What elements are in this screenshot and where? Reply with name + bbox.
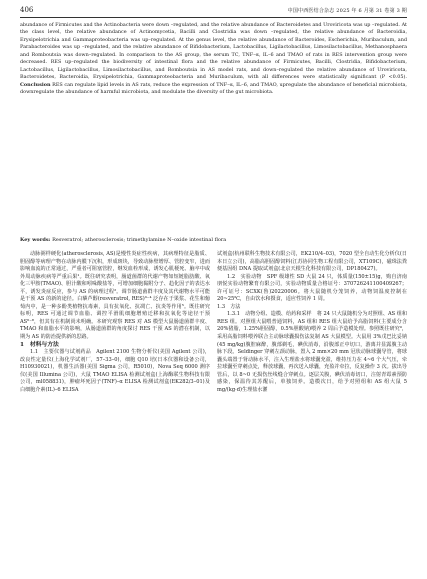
subsection-methods-heading: 1.3 方法 bbox=[217, 303, 241, 310]
header-rule bbox=[20, 17, 407, 18]
intro-paragraph: 动脉粥样硬化(atherosclerosis, AS)是慢性炎症性疾病，其病理特征是脂质、胆固醇等病理产物在动脉内膜下沉积，形成斑块，导致动脉壁增厚、管腔变窄，进而影响血流的正常通过，严重者可阻塞管腔，继发血栓形成，诱发心肌梗死、脑卒中或外周动脉疾病等严重后果¹。既往研究表明，肠道菌群的代谢产物如短链脂肪酸、氧化三甲胺(TMAO)、胆汁酸和吲哚酸盐等，可增加细胞黏附分子、趋化因子的表达水平，诱发炎症反应，参与 AS 的病理过程²。调节肠道菌群丰度及其代谢物水平可能是干预 AS 的新的途径。白藜芦醇(resveratrol, RES)³⁻⁴ 泛存在于果浆、花生和葡萄内中，是一种多酚类植物抗毒素，具有抗氧化、抗凋亡、抗炎等作用⁵。既往研究标明，RES 可通过调节血脂、调控平滑肌细胞增殖迁移和抗氧化等途径干预 AS⁶⁻⁸，但其有在机制尚未明确。本研究观察 RES 对 AS 模型大鼠肠道菌群丰度、TMAO 和血脂水平的影响，从肠道菌群的角度探讨 RES 干预 AS 的潜在机制，以期为 AS 的防治提供新的思路。 bbox=[20, 251, 210, 341]
keywords-label: Key words: bbox=[20, 237, 51, 243]
section-heading-materials-methods: 1 材料与方法 bbox=[20, 341, 59, 348]
left-column bbox=[20, 251, 210, 394]
subsection-instruments-reagents: 1.1 主要仪器与试剂药品 Agilent 2100 生物分析仪(美国 Agilent 公司)，改良性定量仪(上海化学试剂厂，57–33–0)，细胞 Q10 培(日本仪器和设备公司，H10930021)，机器生活器(美国 Sigma 公司，R5010)，Nova Seq 6000 测序仪(美国 Illumina 公司)，大鼠 TMAO ELISA 检测试剂盒(上海酶联生物科技有限公司，ml058831)，肿瘤坏死因子(TNF)–α ELISA 检测试剂盒(EK282/3–01)及白细胞介素(IL)–6 ELISA bbox=[20, 349, 210, 393]
english-abstract bbox=[20, 22, 407, 97]
subsection-grouping-modeling: 1.3.1 动物分组、造模、给药和采样 将 24 只大鼠随机分为对照组、AS 组和 RES 组。对照组大鼠喂普通饲料，AS 组和 RES 组大鼠给予高脂饲料(主要成分含 20%猪脂，1.25%胆固醇，0.5%胆酸钠)喂养 2 周后予造模处理。参照既往研究⁹，采用高脂饲料喂养联合主动脉球囊损伤法复制 AS 大鼠模型。大鼠用 3%戊巴比妥钠(45 mg/kg)腹腔麻醉，腹部剃毛，碘伏消毒，沿腹部正中切口，游离并显露腹主动脉下段。Seldinger 穿刺左颈动脉，置入 2 mm×20 mm 冠状动脉球囊导管，将球囊头端置于肾动脉水平，注入生理盐水将球囊充盈，维持压力在 4~6 个大气压，牵拉球囊至穿刺点处，释放球囊，再次送入球囊，充盈并牵拉，反复操作 3 次。拔出导管后，以 8~0 无损伤丝线缝合穿刺点。逐层关腹，碘伏消毒切口，注射青霉素预防感染，保温待其苏醒后，单独饲养。造模次日，给予对照组和 AS 组大鼠 5 mg/(kg·d)生理盐水灌 bbox=[217, 311, 407, 393]
right-column bbox=[217, 251, 407, 394]
abstract-results-text: abundance of Firmicutes and the Actinobacteria were down –regulated, and the relative abundance of Bacteroidetes and Uroviricota was up –regulated. At the class level, the relative abundance of Actinomycetia, Bacilli and Clostridia was down –regulated, the relative abundance of Bacteroidia, Erysipelotrichia and Gammaproteobacteria was up–regulated. At the genus level, the relative abundance of Bacteroides, Escherichia, Muribaculum, and Parabacteroides was up –regulated, and the relative abundance of Bifidobacterium, Lactobacillus, Ligilactobacillus, Limosilactobacillus, Methanosphaera and Romboutsia was down–regulated. In comparison to the AS group, the serum TC, TNF–α, IL–6 and TMAO of rats in RES intervention group were decreased. RES up–regulated the biodiversity of intestinal flora and the relative abundance of Firmicutes, Bacilli, Clostridia, Bifidobacterium, Lactobacillus, Ligilactobacillus, Limosilactobacillus, and Romboutsia in AS model rats, and down–regulated the relative abundance of Uroviricota, Bacteroidetes, Bacteroidia, Erysipelotrichia, Gammaproteobacteria and Muribaculum, with all differences were statistically significant (P <0.05). bbox=[20, 22, 407, 81]
journal-running-title: 中国中西医结合杂志 2025 年 6 月第 31 卷第 3 期 bbox=[287, 8, 407, 14]
conclusion-label: Conclusion bbox=[20, 81, 51, 88]
page-number: 406 bbox=[20, 6, 34, 14]
keywords-text: Resveratrol; atherosclerosis; trimethylamine N–oxide intestinal flora bbox=[52, 237, 227, 243]
reagents-continuation: 试剂盒(杭州联科生物技术有限公司，EK210/4–03)，7020 型全自动生化分析仪(日本日立公司)，高脂高胆固醇饲料(江苏协同生物工程有限公司，XT109C)，磁珠法粪便基因组 DNA 提取试剂盒(北京天根生化科技有限公司，DP180427)。 bbox=[217, 251, 407, 273]
subsection-experimental-animals: 1.2 实验动物 SPF 级雄性 SD 大鼠 24 只，体质量(150±15)g，购自济南朋悦实验动物繁育有限公司，实验动物质量合格证号：370726241100409267；许可证号：SCXK(鲁)20220006。将大鼠随机分笼饲养，动物饲温度控制在 20~25℃，自由饮水和摄食，适应性饲养 1 周。 bbox=[217, 273, 407, 303]
keywords bbox=[20, 237, 407, 244]
conclusion-text: RES can regulate lipid levels in AS rats, reduce the expression of TNF–α, IL–6, and TMAO, upregulate the abundance of beneficial microbiota, downregulate the abundance of harmful microbiota, and modulate the diversity of the gut microbiota. bbox=[20, 81, 407, 96]
